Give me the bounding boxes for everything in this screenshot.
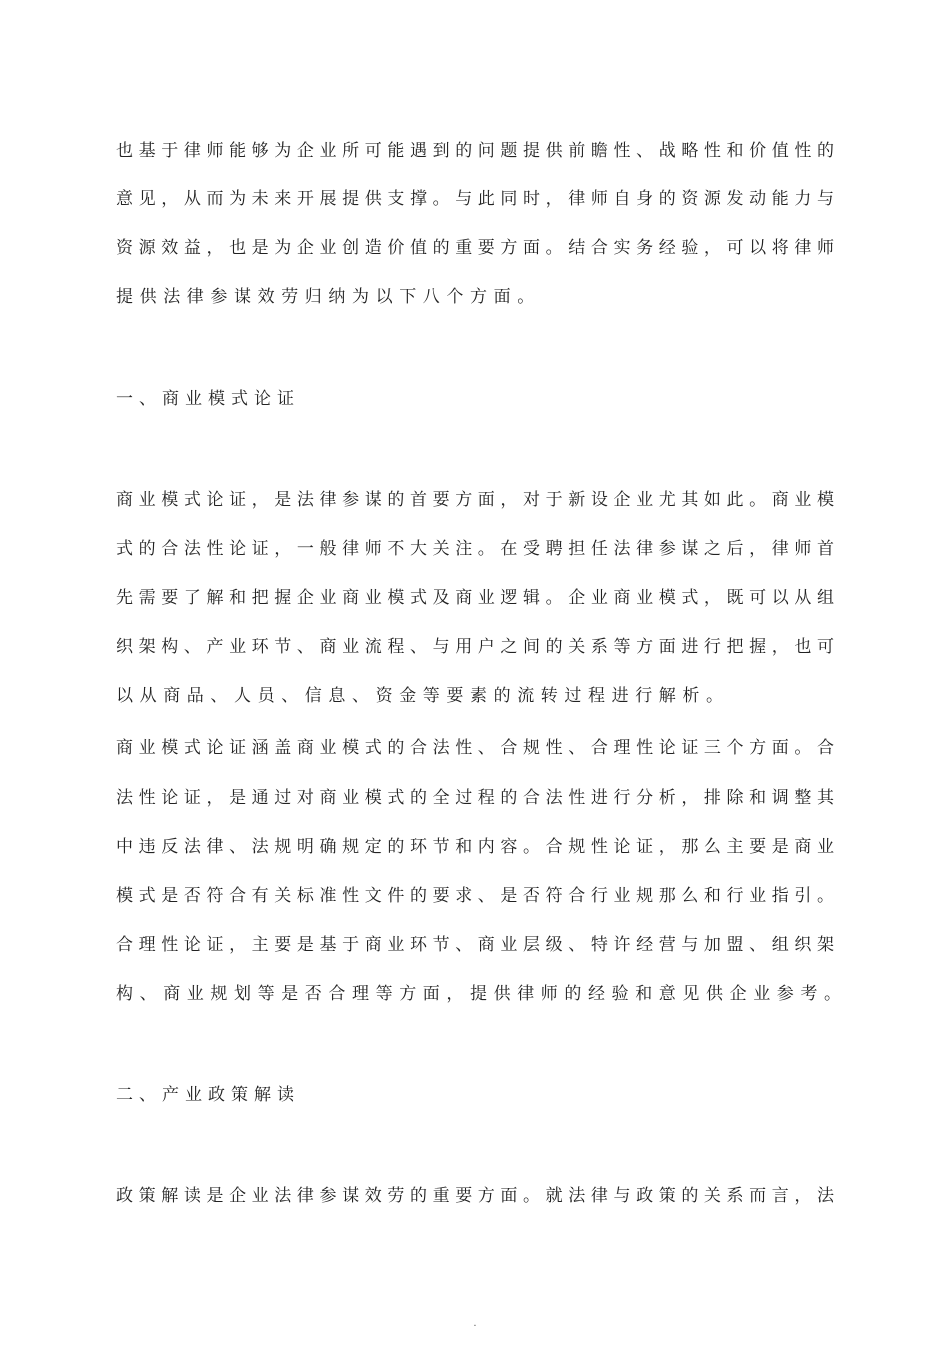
section1-para2-line-6: 构、商业规划等是否合理等方面，提供律师的经验和意见供企业参考。	[116, 984, 848, 1004]
footer-page-marker: .	[473, 1318, 477, 1329]
section1-para1-line-1: 商业模式论证，是法律参谋的首要方面，对于新设企业尤其如此。商业模	[116, 490, 834, 510]
section1-para2-line-4: 模式是否符合有关标准性文件的要求、是否符合行业规那么和行业指引。	[116, 886, 834, 906]
intro-line-2: 意见，从而为未来开展提供支撑。与此同时，律师自身的资源发动能力与	[116, 189, 834, 209]
section1-para1-line-5: 以从商品、人员、信息、资金等要素的流转过程进行解析。	[116, 686, 730, 706]
section1-para1-line-2: 式的合法性论证，一般律师不大关注。在受聘担任法律参谋之后，律师首	[116, 539, 834, 559]
intro-line-4: 提供法律参谋效劳归纳为以下八个方面。	[116, 287, 541, 307]
section2-para1-line-1: 政策解读是企业法律参谋效劳的重要方面。就法律与政策的关系而言，法	[116, 1186, 834, 1206]
section1-para2-line-2: 法性论证，是通过对商业模式的全过程的合法性进行分析，排除和调整其	[116, 788, 834, 808]
section-heading-business-model: 一、商业模式论证	[116, 389, 300, 409]
section1-para2-line-5: 合理性论证，主要是基于商业环节、商业层级、特许经营与加盟、组织架	[116, 935, 834, 955]
intro-line-3: 资源效益，也是为企业创造价值的重要方面。结合实务经验，可以将律师	[116, 238, 834, 258]
section-heading-industry-policy: 二、产业政策解读	[116, 1085, 300, 1105]
section1-para2-line-1: 商业模式论证涵盖商业模式的合法性、合规性、合理性论证三个方面。合	[116, 738, 834, 758]
section1-para2-line-3: 中违反法律、法规明确规定的环节和内容。合规性论证，那么主要是商业	[116, 837, 834, 857]
intro-line-1: 也基于律师能够为企业所可能遇到的问题提供前瞻性、战略性和价值性的	[116, 141, 834, 161]
section1-para1-line-3: 先需要了解和把握企业商业模式及商业逻辑。企业商业模式，既可以从组	[116, 588, 834, 608]
section1-para1-line-4: 织架构、产业环节、商业流程、与用户之间的关系等方面进行把握，也可	[116, 637, 834, 657]
